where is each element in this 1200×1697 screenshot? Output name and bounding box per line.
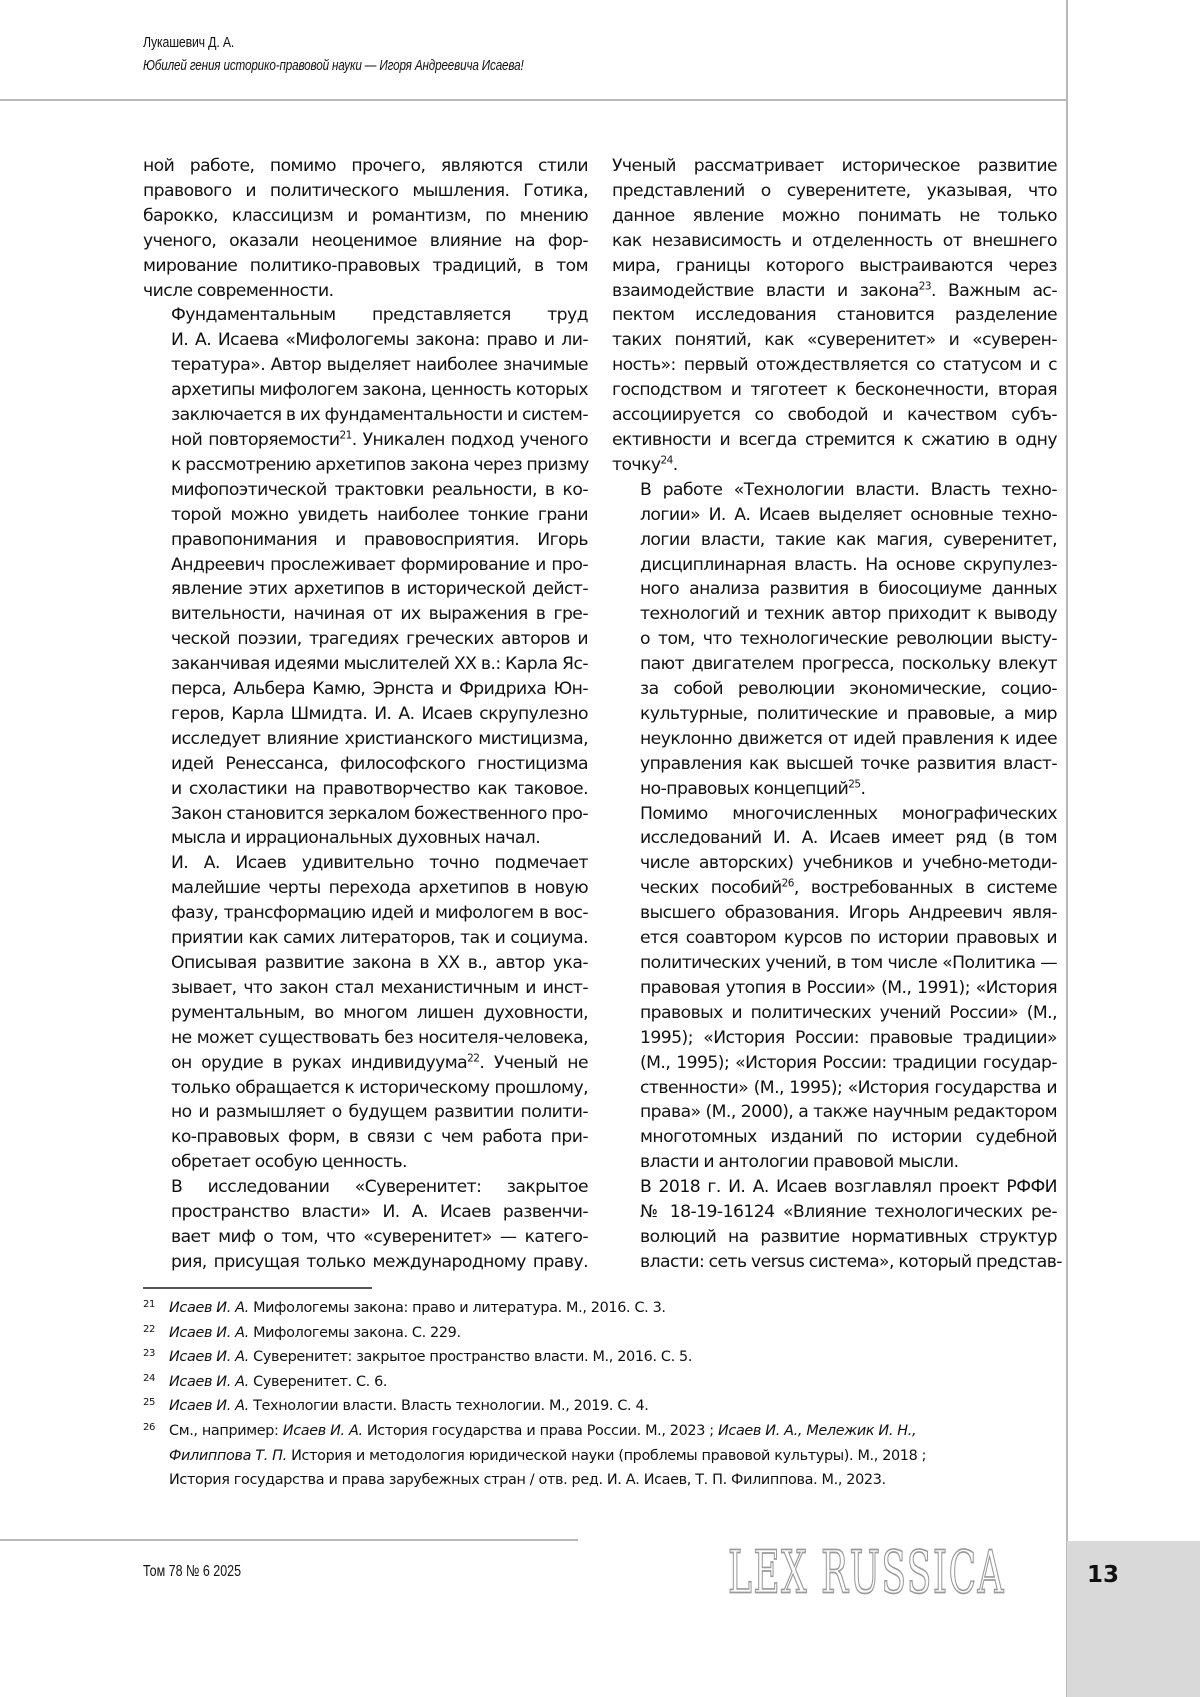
text-line: ко-правовых форм, в связи с чем работа при- — [171, 1127, 588, 1148]
text-line: высшего образования. Игорь Андреевич явля- — [640, 903, 1057, 924]
footnote-line: История государства и права зарубежных стран / отв. ред. И. А. Исаев, Т. П. Филиппова. М., 2023. — [169, 1472, 886, 1489]
footnote-ref[interactable]: 25 — [848, 777, 861, 790]
paragraph — [612, 154, 1057, 478]
text-line: но и размышляет о будущем развитии полити- — [171, 1102, 588, 1123]
text-line: барокко, классицизм и романтизм, по мнению — [143, 205, 588, 226]
footnote-ref[interactable]: 22 — [467, 1051, 480, 1064]
text-line: ной повторяемости$^{21}$. Уникален подход ученого — [171, 429, 588, 450]
text-line: не может существовать без носителя-человека, — [171, 1027, 588, 1048]
text-line: логии власти, такие как магия, суверенитет, — [640, 529, 1057, 550]
paragraph — [612, 1175, 1062, 1275]
text-line: пектом исследования становится разделение — [612, 305, 1057, 326]
text-line: за собой революции экономические, социо- — [640, 679, 1057, 700]
text-line: правовая утопия в России» (М., 1991); «История — [640, 977, 1057, 998]
text-line: ученого, оказали неоценимое влияние на фор- — [143, 230, 588, 251]
text-line: к рассмотрению архетипов закона через призму — [171, 454, 589, 475]
text-line: перса, Альбера Камю, Эрнста и Фридриха Юн- — [171, 679, 588, 700]
author-name: Исаев И. А. — [169, 1324, 249, 1341]
footnote-line: Исаев И. А. Суверенитет: закрытое пространство власти. М., 2016. С. 5. — [169, 1349, 693, 1366]
footnote-separator — [143, 1287, 372, 1289]
footnote-item — [143, 1321, 1068, 1346]
text-line: но-правовых концепций$^{25}$. — [640, 777, 866, 799]
text-line: рументальным, во многом лишен духовности, — [171, 1002, 588, 1023]
text-line: № 18-19-16124 «Влияние технологических ре- — [640, 1202, 1057, 1223]
text-line: представлений о суверенитете, указывая, что — [612, 180, 1057, 201]
footnote-item — [143, 1345, 1068, 1370]
text-line: ной работе, помимо прочего, являются стили — [143, 156, 588, 176]
text-line: мифопоэтической трактовки реальности, в ко- — [171, 479, 588, 500]
text-line: технологий и техник автор приходит к выводу — [640, 604, 1057, 625]
text-line: ность»: первый отождествляется со статусом и с — [612, 355, 1057, 376]
text-line: правового и политического мышления. Готика, — [143, 180, 588, 201]
footnotes — [143, 1296, 1068, 1493]
text-line: вает миф о том, что «суверенитет» — катего- — [171, 1226, 588, 1247]
text-line: дисциплинарная власть. На основе скрупулез- — [640, 554, 1057, 575]
text-line: политических учений, в том числе «Политика — — [640, 953, 1057, 973]
footnote-line: Исаев И. А. Мифологемы закона: право и литература. М., 2016. С. 3. — [169, 1300, 666, 1316]
text-line: ческой поэзии, трагедиях греческих авторов и — [171, 629, 588, 650]
footnote-ref[interactable]: 23 — [918, 279, 931, 292]
footnote-number: 25 — [143, 1397, 156, 1409]
text-line: власти и антологии правовой мысли. — [640, 1152, 959, 1173]
text-line: неуклонно движется от идей правления к идее — [640, 728, 1057, 749]
text-line: зывает, что закон стал механистичным и инст- — [171, 977, 588, 998]
footnote-number: 26 — [143, 1421, 156, 1433]
text-line: мира, границы которого выстраиваются через — [612, 255, 1057, 276]
text-line: ческих пособий$^{26}$, востребованных в системе — [640, 877, 1057, 899]
text-line: логии» И. А. Исаев выделяет основные техно- — [640, 504, 1057, 525]
text-line: культурные, политические и правовые, а мир — [640, 703, 1057, 724]
text-line: власти: сеть versus система», который представ- — [640, 1251, 1062, 1272]
footnote-ref[interactable]: 21 — [339, 429, 352, 442]
text-line: правопонимания и правовосприятия. Игорь — [171, 529, 588, 550]
text-line: В исследовании «Суверенитет: закрытое — [171, 1177, 588, 1198]
text-line: ется соавтором курсов по истории правовых и — [640, 928, 1057, 949]
text-line: Фундаментальным представляется труд — [171, 305, 588, 326]
text-line: и схоластики на правотворчество как таковое. — [171, 778, 588, 799]
right-text-column — [612, 154, 1062, 1275]
footnote-number: 24 — [143, 1372, 156, 1384]
text-line: мирование политико-правовых традиций, в том — [143, 255, 588, 276]
text-line: архетипы мифологем закона, ценность которых — [171, 380, 588, 401]
author-name: Исаев И. А. — [282, 1422, 363, 1439]
text-line: малейшие черты перехода архетипов в новую — [171, 878, 588, 899]
text-line: тература». Автор выделяет наиболее значимые — [171, 355, 588, 376]
text-line: он орудие в руках индивидуума$^{22}$. Ученый не — [171, 1051, 588, 1073]
text-line: о том, что технологические революции высту- — [640, 629, 1057, 650]
text-line: И. А. Исаева «Мифологемы закона: право и ли- — [171, 330, 588, 351]
author-name: Филиппова Т. П. — [169, 1447, 287, 1464]
footnote-item — [143, 1419, 1068, 1493]
text-line: многотомных изданий по истории судебной — [640, 1127, 1057, 1148]
paragraph — [143, 851, 588, 1175]
header-author: Лукашевич Д. А. — [143, 34, 235, 51]
text-line: исследует влияние христианского мистицизма, — [171, 728, 588, 749]
footer-rule — [0, 1539, 578, 1541]
page-number: 13 — [1087, 1562, 1120, 1588]
footnote-line: Исаев И. А. Мифологемы закона. С. 229. — [169, 1324, 461, 1341]
text-line: идей Ренессанса, философского гностицизма — [171, 753, 588, 774]
footnote-line: Филиппова Т. П. История и методология юридической науки (проблемы правовой культуры). М., 2018 ; — [169, 1447, 927, 1464]
footnote-line: Исаев И. А. Суверенитет. С. 6. — [169, 1373, 388, 1390]
paragraph — [143, 154, 588, 303]
text-line: пают двигателем прогресса, поскольку влекут — [640, 654, 1057, 675]
text-line: И. А. Исаев удивительно точно подмечает — [171, 853, 588, 874]
text-line: пространство власти» И. А. Исаев развенчи- — [171, 1202, 588, 1223]
text-line: права» (М., 2000), а также научным редактором — [640, 1102, 1057, 1123]
text-line: явление этих архетипов в исторической дейст- — [171, 579, 588, 600]
text-line: 1995); «История России: правовые традиции» — [640, 1027, 1057, 1048]
paragraph — [612, 802, 1057, 1176]
text-line: взаимодействие власти и закона$^{23}$. Важным ас- — [612, 279, 1057, 301]
text-line: рия, присущая только международному праву. — [171, 1251, 588, 1272]
author-name: Исаев И. А., Мележик И. Н., — [717, 1422, 917, 1439]
text-line: ного анализа развития в биосоциуме данных — [640, 579, 1057, 600]
text-line: правовых и политических учений России» (М., — [640, 1002, 1057, 1023]
text-line: исследований И. А. Исаев имеет ряд (в том — [640, 828, 1057, 849]
text-line: Андреевич прослеживает формирование и про- — [171, 554, 588, 575]
author-name: Исаев И. А. — [169, 1398, 249, 1415]
footnote-ref[interactable]: 24 — [660, 454, 673, 467]
journal-logo: LEX RUSSICA — [728, 1538, 1006, 1607]
paragraph — [143, 1175, 588, 1275]
text-line: управления как высшей точке развития власт- — [640, 753, 1057, 774]
text-line: (М., 1995); «История России: традиции государ- — [640, 1052, 1057, 1073]
text-line: обретает особую ценность. — [171, 1152, 407, 1173]
text-line: ассоциируется со свободой и качеством субъ- — [612, 405, 1057, 426]
footnote-line: См., например: Исаев И. А. История государства и права России. М., 2023 ; Исаев И. А., Мележик И. Н., — [169, 1422, 917, 1439]
text-line: таких понятий, как «суверенитет» и «суверен- — [612, 330, 1057, 351]
text-line: вительности, начиная от их выражения в гре- — [171, 604, 588, 625]
text-line: заключается в их фундаментальности и систем- — [171, 405, 588, 426]
left-text-column — [143, 154, 588, 1275]
running-header — [143, 34, 631, 74]
text-line: волюций на развитие нормативных структур — [640, 1226, 1057, 1247]
text-line: Ученый рассматривает историческое развитие — [612, 156, 1057, 176]
text-line: мысла и иррациональных духовных начал. — [171, 828, 541, 849]
footnote-item — [143, 1370, 1068, 1395]
footnote-number: 22 — [143, 1323, 156, 1335]
text-line: заканчивая идеями мыслителей XX в.: Карла Яс- — [171, 654, 588, 675]
footnote-item — [143, 1394, 1068, 1419]
text-line: господством и тяготеет к бесконечности, вторая — [612, 380, 1057, 401]
text-line: В 2018 г. И. А. Исаев возглавлял проект РФФИ — [640, 1177, 1057, 1198]
footnote-item — [143, 1296, 1068, 1321]
text-line: геров, Карла Шмидта. И. А. Исаев скрупулезно — [171, 703, 588, 724]
text-line: фазу, трансформацию идей и мифологем в вос- — [171, 903, 588, 924]
text-line: приятии как самих литераторов, так и социума. — [171, 928, 588, 949]
author-name: Исаев И. А. — [169, 1373, 249, 1390]
text-line: данное явление можно понимать не только — [612, 205, 1057, 226]
header-article-title: Юбилей гения историко-правовой науки — Игоря Андреевича Исаева! — [143, 57, 524, 74]
footnote-number: 21 — [143, 1299, 156, 1310]
text-line: ственности» (М., 1995); «История государства и — [640, 1077, 1057, 1098]
author-name: Исаев И. А. — [169, 1349, 249, 1366]
text-line: В работе «Технологии власти. Власть техно- — [640, 479, 1057, 500]
text-line: точку$^{24}$. — [612, 454, 678, 475]
text-line: как независимость и отделенность от внешнего — [612, 230, 1057, 251]
text-line: числе авторских) учебников и учебно-методи- — [640, 853, 1057, 874]
footnote-line: Исаев И. А. Технологии власти. Власть технологии. М., 2019. С. 4. — [169, 1398, 649, 1415]
text-line: ективности и всегда стремится к сжатию в одну — [612, 429, 1057, 450]
footnote-ref[interactable]: 26 — [781, 877, 794, 890]
paragraph — [612, 478, 1057, 802]
footnote-number: 23 — [143, 1348, 156, 1360]
text-line: числе современности. — [143, 280, 334, 301]
issue-info: Том 78 № 6 2025 — [143, 1563, 242, 1580]
text-line: Закон становится зеркалом божественного про- — [171, 803, 588, 824]
text-line: торой можно увидеть наиболее тонкие грани — [171, 504, 588, 525]
text-line: Помимо многочисленных монографических — [640, 803, 1057, 824]
text-line: только обращается к историческому прошлому, — [171, 1077, 588, 1098]
paragraph — [143, 303, 588, 851]
text-line: Описывая развитие закона в XX в., автор ука- — [171, 953, 588, 973]
author-name: Исаев И. А. — [169, 1300, 249, 1316]
header-rule — [0, 99, 1067, 101]
